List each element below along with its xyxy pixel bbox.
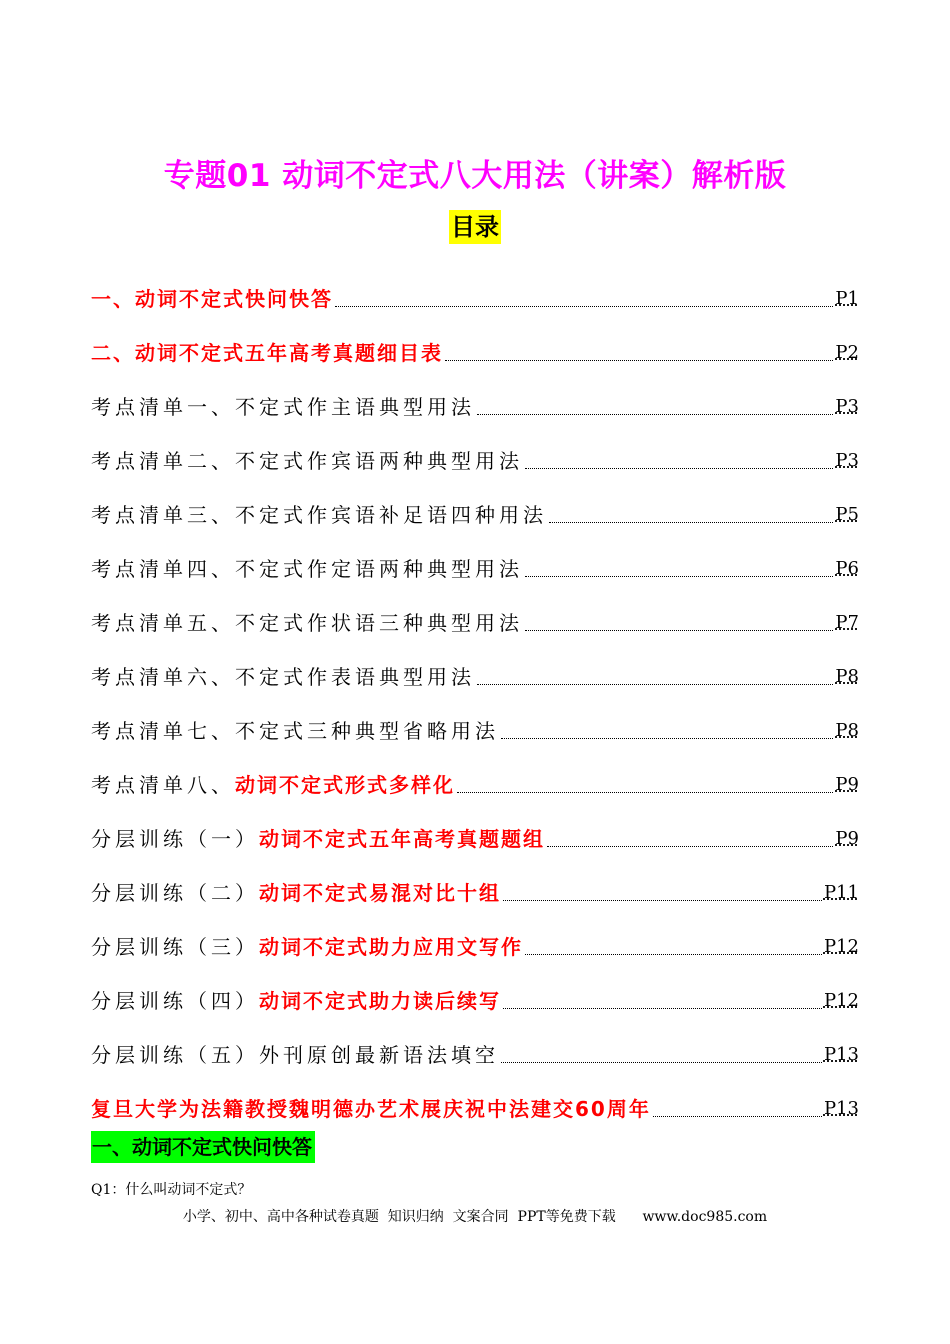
- toc-entry[interactable]: [91, 752, 859, 806]
- dot-leader: [335, 305, 833, 307]
- toc-page-number: P11: [823, 882, 859, 903]
- footer-text: 小学、初中、高中各种试卷真题 知识归纳 文案合同 PPT等免费下载 www.doc985.com: [182, 1209, 768, 1225]
- toc-entry-prefix: 考点清单八、: [91, 773, 235, 797]
- toc-entry-prefix: 考点清单六、不定式作表语典型用法: [91, 665, 475, 689]
- dot-leader: [547, 845, 833, 847]
- toc-entry-prefix: 分层训练（四）: [91, 989, 259, 1013]
- toc-entry-prefix: 分层训练（三）: [91, 935, 259, 959]
- toc-entry-label: [91, 1096, 651, 1122]
- toc-entry-label: [91, 826, 545, 852]
- toc-entry-label: [91, 610, 523, 636]
- toc-entry-label: [91, 934, 523, 960]
- toc-entry-prefix: 分层训练（二）: [91, 881, 259, 905]
- toc-page-number: P9: [835, 774, 859, 795]
- toc-entry-prefix: 考点清单三、不定式作宾语补足语四种用法: [91, 503, 547, 527]
- toc-entry-label: [91, 502, 547, 528]
- dot-leader: [501, 737, 833, 739]
- toc-entry-highlight: 二、动词不定式五年高考真题细目表: [91, 341, 443, 365]
- dot-leader: [477, 413, 833, 415]
- dot-leader: [525, 629, 833, 631]
- toc-entry[interactable]: [91, 1076, 859, 1130]
- toc-entry[interactable]: [91, 374, 859, 428]
- toc-entry-label: [91, 988, 501, 1014]
- toc-page-number: P13: [823, 1098, 859, 1119]
- toc-page-number: P7: [835, 612, 859, 633]
- toc-entry[interactable]: [91, 266, 859, 320]
- toc-entry[interactable]: [91, 536, 859, 590]
- toc-entry[interactable]: [91, 860, 859, 914]
- toc-entry-highlight: 动词不定式助力应用文写作: [259, 935, 523, 959]
- toc-entry[interactable]: [91, 806, 859, 860]
- toc-entry[interactable]: [91, 698, 859, 752]
- toc-page-number: P12: [823, 990, 859, 1011]
- toc-page-number: P3: [835, 450, 859, 471]
- toc-entry-highlight: 动词不定式助力读后续写: [259, 989, 501, 1013]
- toc-page-number: P2: [835, 342, 859, 363]
- toc-entry-highlight: 动词不定式五年高考真题题组: [259, 827, 545, 851]
- toc-entry-prefix: 考点清单五、不定式作状语三种典型用法: [91, 611, 523, 635]
- toc-entry[interactable]: [91, 644, 859, 698]
- table-of-contents: [91, 266, 859, 1130]
- toc-entry-label: [91, 448, 523, 474]
- page-title: 专题01 动词不定式八大用法（讲案）解析版: [163, 158, 787, 194]
- toc-entry[interactable]: [91, 428, 859, 482]
- dot-leader: [503, 1007, 822, 1009]
- toc-page-number: P8: [835, 720, 859, 741]
- dot-leader: [525, 467, 833, 469]
- toc-entry-label: [91, 664, 475, 690]
- toc-entry[interactable]: [91, 914, 859, 968]
- toc-entry-highlight: 动词不定式形式多样化: [235, 773, 455, 797]
- dot-leader: [549, 521, 833, 523]
- question-text: Q1：什么叫动词不定式？: [91, 1182, 252, 1198]
- toc-entry-prefix: 考点清单二、不定式作宾语两种典型用法: [91, 449, 523, 473]
- toc-entry-prefix: 考点清单一、不定式作主语典型用法: [91, 395, 475, 419]
- toc-entry[interactable]: [91, 1022, 859, 1076]
- toc-entry-label: [91, 880, 501, 906]
- toc-entry-highlight: 一、动词不定式快问快答: [91, 287, 333, 311]
- toc-entry-label: [91, 556, 523, 582]
- toc-entry[interactable]: [91, 590, 859, 644]
- toc-entry-label: [91, 772, 455, 798]
- toc-entry-highlight: 复旦大学为法籍教授魏明德办艺术展庆祝中法建交60周年: [91, 1097, 651, 1121]
- toc-entry-label: [91, 340, 443, 366]
- toc-page-number: P1: [835, 288, 859, 309]
- toc-page-number: P8: [835, 666, 859, 687]
- dot-leader: [457, 791, 833, 793]
- toc-entry-prefix: 分层训练（一）: [91, 827, 259, 851]
- dot-leader: [503, 899, 822, 901]
- toc-heading-container: [0, 210, 950, 244]
- dot-leader: [525, 575, 833, 577]
- toc-page-number: P9: [835, 828, 859, 849]
- toc-entry[interactable]: [91, 320, 859, 374]
- dot-leader: [653, 1115, 822, 1117]
- toc-entry-label: [91, 1042, 499, 1068]
- dot-leader: [501, 1061, 822, 1063]
- toc-page-number: P6: [835, 558, 859, 579]
- toc-page-number: P13: [823, 1044, 859, 1065]
- toc-entry-label: [91, 718, 499, 744]
- toc-entry-prefix: 考点清单四、不定式作定语两种典型用法: [91, 557, 523, 581]
- toc-entry-label: [91, 286, 333, 312]
- toc-heading: 目录: [449, 210, 501, 244]
- dot-leader: [477, 683, 833, 685]
- toc-entry-prefix: 考点清单七、不定式三种典型省略用法: [91, 719, 499, 743]
- toc-entry-prefix: 分层训练（五）外刊原创最新语法填空: [91, 1043, 499, 1067]
- toc-entry-highlight: 动词不定式易混对比十组: [259, 881, 501, 905]
- toc-page-number: P12: [823, 936, 859, 957]
- section-heading: 一、动词不定式快问快答: [91, 1131, 315, 1163]
- toc-page-number: P3: [835, 396, 859, 417]
- toc-page-number: P5: [835, 504, 859, 525]
- dot-leader: [525, 953, 822, 955]
- toc-entry[interactable]: [91, 482, 859, 536]
- toc-entry-label: [91, 394, 475, 420]
- dot-leader: [445, 359, 833, 361]
- toc-entry[interactable]: [91, 968, 859, 1022]
